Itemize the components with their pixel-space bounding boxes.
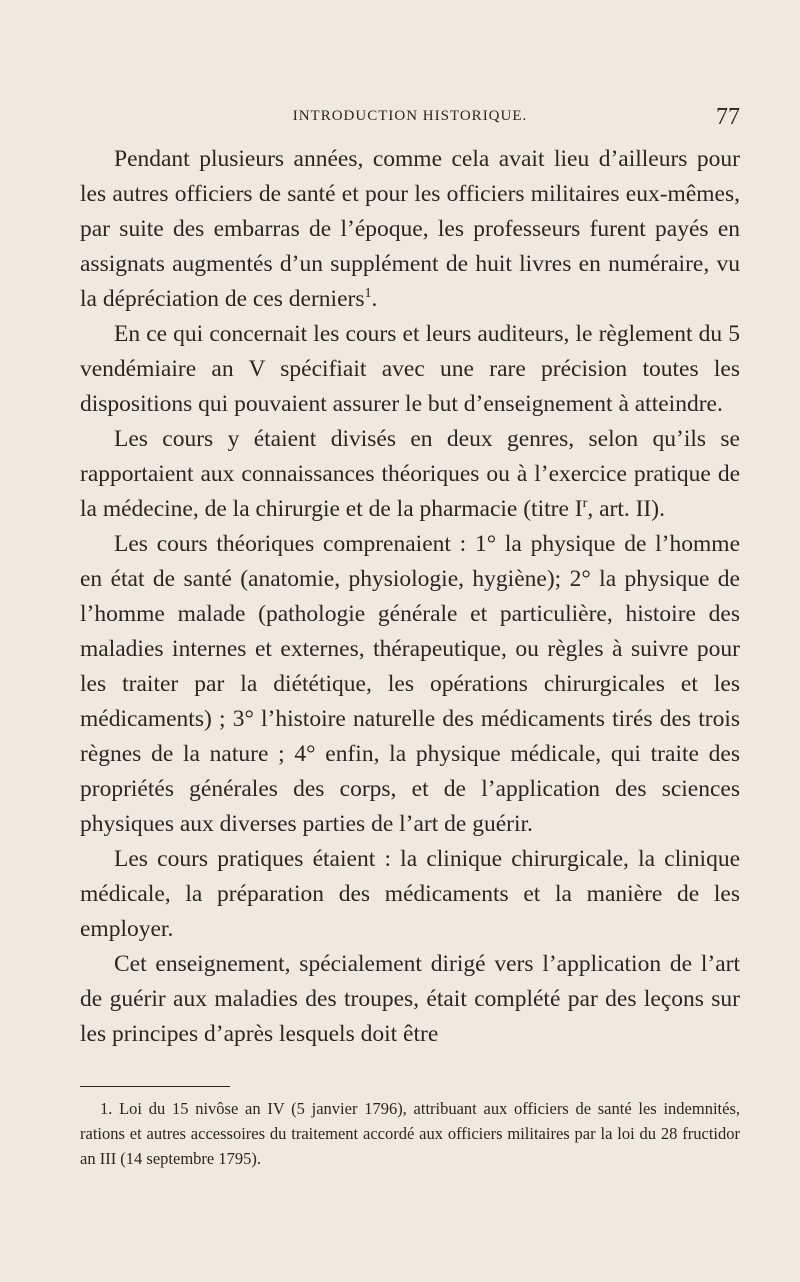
paragraph-1: Pendant plusieurs années, comme cela avait lieu d’ailleurs pour les autres officiers de santé et pour les officiers militaires eux-mêmes, par suite des embarras de l’époque, les professeurs furent payés en assignats augmentés d’un supplément de huit livres en numéraire, vu la dépréciation de ces derniers$^1$.: [80, 146, 740, 312]
running-title: INTRODUCTION HISTORIQUE.: [292, 108, 528, 124]
superscript: r: [582, 495, 588, 512]
paragraph-5: Les cours pratiques étaient : la clinique chirurgicale, la clinique médicale, la préparation des médicaments et la manière de les employer.: [80, 846, 740, 942]
page-header: [80, 104, 740, 134]
paragraph-3: Les cours y étaient divisés en deux genres, selon qu’ils se rapportaient aux connaissances théoriques ou à l’exercice pratique de la médecine, de la chirurgie et de la pharmacie (titre $I^r$, art. II).: [80, 426, 740, 522]
footnote-ref: 1: [364, 285, 372, 302]
page-number: 77: [716, 104, 740, 130]
paragraph-6: Cet enseignement, spécialement dirigé vers l’application de l’art de guérir aux maladies des troupes, était complété par des leçons sur les principes d’après lesquels doit être: [80, 951, 740, 1047]
paragraph-2: En ce qui concernait les cours et leurs auditeurs, le règlement du 5 vendémiaire an V spécifiait avec une rare précision toutes les dispositions qui pouvaient assurer le but d’enseignement à atteindre.: [80, 321, 740, 417]
body-text: [80, 142, 740, 1052]
paragraph-4: Les cours théoriques comprenaient : 1° la physique de l’homme en état de santé (anatomie, physiologie, hygiène); 2° la physique de l’homme malade (pathologie générale et particulière, histoire des maladies internes et externes, thérapeutique, ou règles à suivre pour les traiter par la diététique, les opérations chirurgicales et les médicaments) ; 3° l’histoire naturelle des médicaments tirés des trois règnes de la nature ; 4° enfin, la physique médicale, qui traite des propriétés générales des corps, et de l’application des sciences physiques aux diverses parties de l’art de guérir.: [80, 531, 740, 837]
footnote-divider: [80, 1086, 230, 1087]
footnote: 1. Loi du 15 nivôse an IV (5 janvier 1796), attribuant aux officiers de santé les indemnités, rations et autres accessoires du traitement accordé aux officiers militaires par la loi du 28 fructidor an III (14 septembre 1795).: [80, 1099, 740, 1168]
